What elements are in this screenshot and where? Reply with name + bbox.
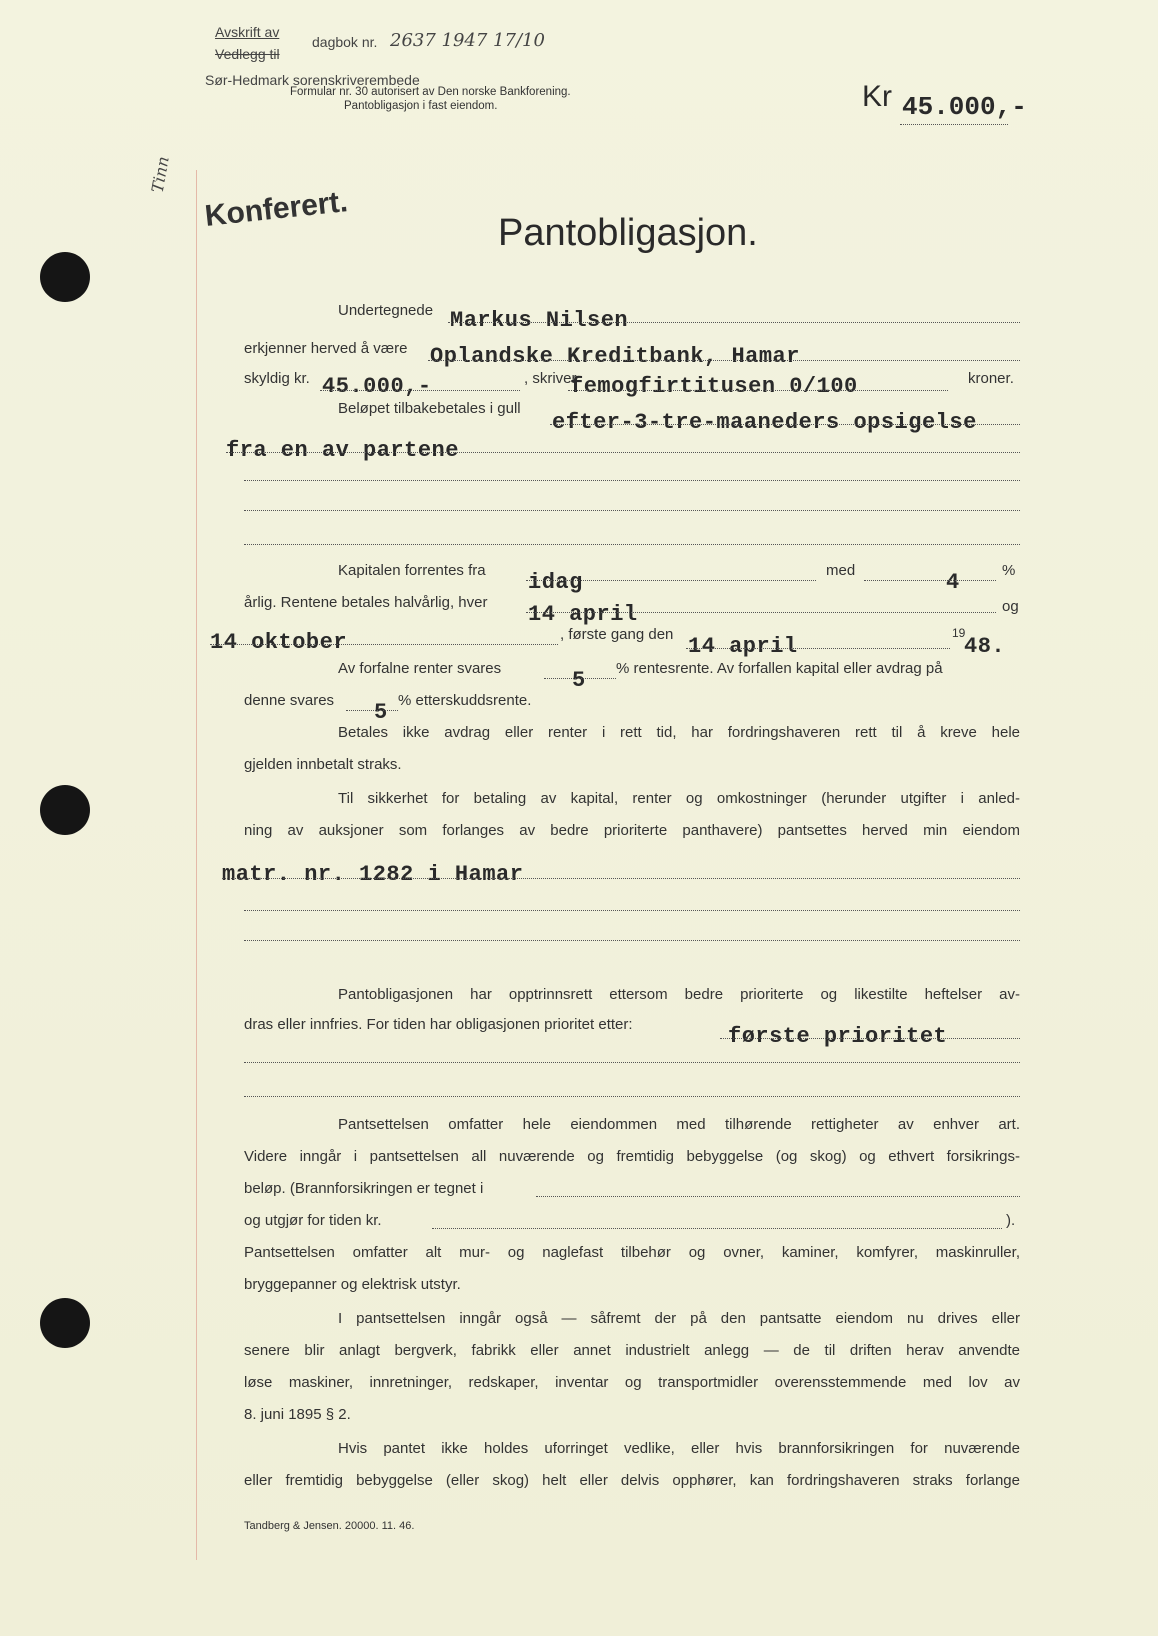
kapital-label: Kapitalen forrentes fra <box>338 562 486 579</box>
paragraph-line: eller fremtidig bebyggelse (eller skog) helt eller delvis opphører, kan fordringshaveren straks forlange <box>244 1472 1020 1489</box>
paragraph-line: senere blir anlagt bergverk, fabrikk eller annet industrielt anlegg — de til driften herav anvendte <box>244 1342 1020 1359</box>
printer-imprint: Tandberg & Jensen. 20000. 11. 46. <box>244 1520 415 1532</box>
stamp-dagbok-value: 2637 1947 17/10 <box>390 30 545 51</box>
denne-label: denne svares <box>244 692 335 709</box>
interest-date-1: 14 april <box>528 602 638 627</box>
og-label: og <box>1002 598 1019 615</box>
repayment-terms: efter-3-tre-maaneders opsigelse <box>552 410 977 435</box>
year-value: 48. <box>964 634 1006 659</box>
paragraph-line: gjelden innbetalt straks. <box>244 756 402 773</box>
first-payment-date: 14 april <box>688 634 798 659</box>
punch-hole <box>40 1298 90 1348</box>
margin-line <box>196 170 197 1560</box>
paragraph-line: Til sikkerhet for betaling av kapital, renter og omkostninger (herunder utgifter i anled- <box>338 790 1020 807</box>
interest-rate: 4 <box>946 570 960 595</box>
property-description: matr. nr. 1282 i Hamar <box>222 862 524 887</box>
forfalne-rest: % rentesrente. Av forfallen kapital eller avdrag på <box>616 660 943 677</box>
debtor-name: Markus Nilsen <box>450 308 629 333</box>
paragraph-line: Pantsettelsen omfatter hele eiendommen med tilhørende rettigheter av enhver art. <box>338 1116 1020 1133</box>
skyldig-amount: 45.000,- <box>322 374 432 399</box>
belopet-label: Beløpet tilbakebetales i gull <box>338 400 521 417</box>
kroner-label: kroner. <box>968 370 1014 387</box>
erkjenner-label: erkjenner herved å være <box>244 340 408 357</box>
kr-amount: 45.000,- <box>902 92 1027 122</box>
kr-label: Kr <box>862 80 892 113</box>
arlig-label: årlig. Rentene betales halvårlig, hver <box>244 594 488 611</box>
med-label: med <box>826 562 856 579</box>
paragraph-line: Videre inngår i pantsettelsen all nuværende og fremtidig bebyggelse (og skog) og ethvert forsikrings- <box>244 1148 1020 1165</box>
paragraph-line: 8. juni 1895 § 2. <box>244 1406 351 1423</box>
skriver-label: , skriver <box>524 370 577 387</box>
document-title: Pantobligasjon. <box>498 212 758 254</box>
stamp-office: Sør-Hedmark sorenskriverembede <box>205 72 420 88</box>
stamp-dagbok-label: dagbok nr. <box>312 34 378 50</box>
paragraph-line: ning av auksjoner som forlanges av bedre prioriterte panthavere) pantsettes herved min eiendom <box>244 822 1020 839</box>
denne-rest: % etterskuddsrente. <box>398 692 532 709</box>
paragraph-line: Pantobligasjonen har opptrinnsrett ettersom bedre prioriterte og likestilte heftelser av- <box>338 986 1020 1003</box>
repayment-terms-cont: fra en av partene <box>226 438 459 463</box>
paragraph-line: I pantsettelsen inngår også — såfremt der på den pantsatte eiendom nu drives eller <box>338 1310 1020 1327</box>
form-authorization: Formular nr. 30 autorisert av Den norske Bankforening. <box>290 86 571 98</box>
priority: første prioritet <box>728 1024 948 1049</box>
late-interest: 5 <box>374 700 388 725</box>
paragraph-line: dras eller innfries. For tiden har obligasjonen prioritet etter: <box>244 1016 633 1033</box>
punch-hole <box>40 785 90 835</box>
default-interest: 5 <box>572 668 586 693</box>
stamp-avskrift: Avskrift av <box>215 24 280 40</box>
forste-label: , første gang den <box>560 626 674 643</box>
paragraph-line: Hvis pantet ikke holdes uforringet vedlike, eller hvis brannforsikringen for nuværende <box>338 1440 1020 1457</box>
undertegnede-label: Undertegnede <box>338 302 434 319</box>
paragraph-line: Betales ikke avdrag eller renter i rett tid, har fordringshaveren rett til å kreve hele <box>338 724 1020 741</box>
pct-sign: % <box>1002 562 1016 579</box>
stamp-vedlegg: Vedlegg til <box>215 46 280 62</box>
form-type: Pantobligasjon i fast eiendom. <box>344 100 498 112</box>
forfalne-label: Av forfalne renter svares <box>338 660 502 677</box>
interest-start: idag <box>528 570 583 595</box>
margin-note: Tinn <box>147 154 173 195</box>
creditor-name: Oplandske Kreditbank, Hamar <box>430 344 800 369</box>
konferert-stamp: Konferert. <box>203 185 350 233</box>
interest-date-2: 14 oktober <box>210 630 348 655</box>
paragraph-line: løse maskiner, innretninger, redskaper, inventar og transportmidler overensstemmende med lov av <box>244 1374 1020 1391</box>
skyldig-label: skyldig kr. <box>244 370 310 387</box>
punch-hole <box>40 252 90 302</box>
paragraph-line: og utgjør for tiden kr. <box>244 1212 382 1229</box>
paragraph-line: beløp. (Brannforsikringen er tegnet i <box>244 1180 484 1197</box>
year-prefix: 19 <box>952 626 966 640</box>
paragraph-line: bryggepanner og elektrisk utstyr. <box>244 1276 461 1293</box>
paragraph-line-end: ). <box>1006 1212 1016 1229</box>
amount-in-words: femogfirtitusen 0/100 <box>570 374 858 399</box>
paragraph-line: Pantsettelsen omfatter alt mur- og naglefast tilbehør og ovner, kaminer, komfyrer, maskinruller, <box>244 1244 1020 1261</box>
